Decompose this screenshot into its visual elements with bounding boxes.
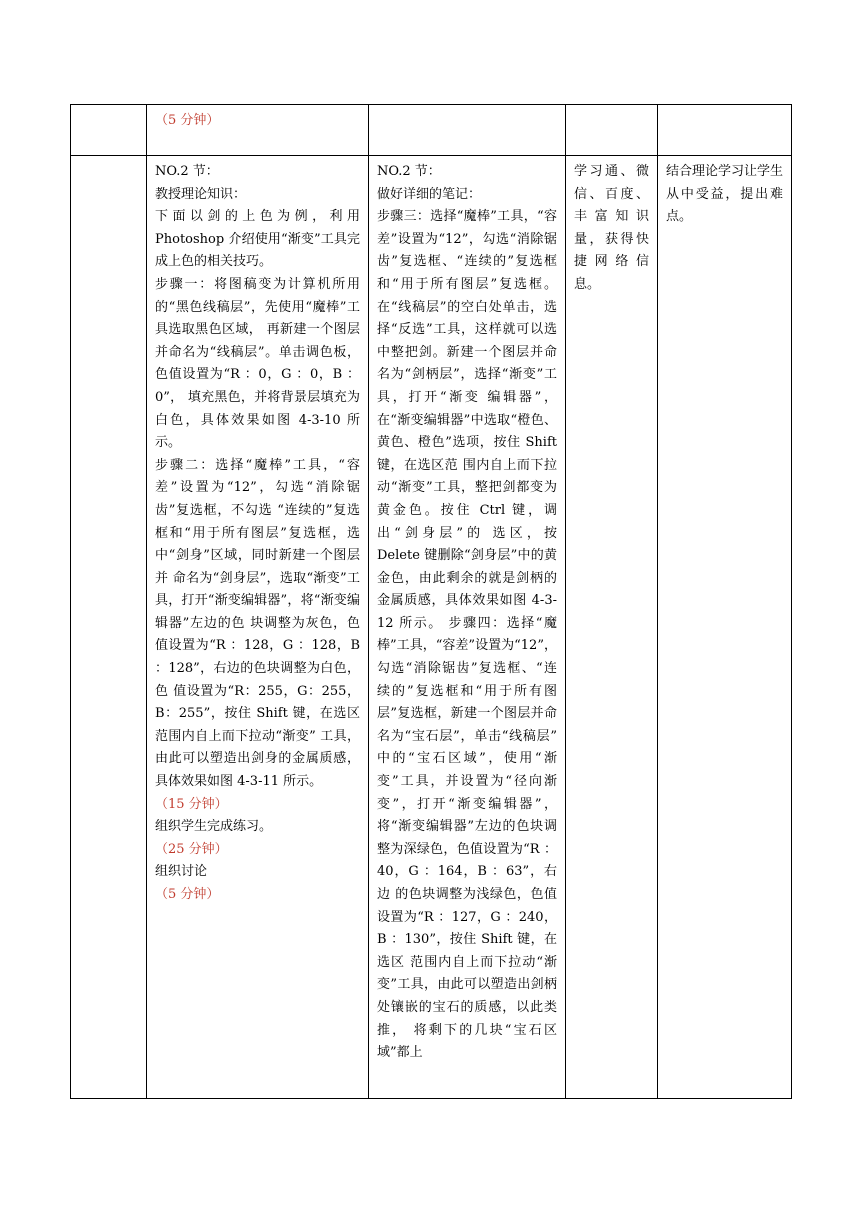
resources-text: 学习通、微信、百度、丰富知识量，获得快捷网络信息。 bbox=[574, 164, 649, 292]
cell-student-activity bbox=[369, 156, 566, 1099]
teacher-step-2: 步骤二：选择“魔棒”工具，“容差”设置为“12”，勾选“消除锯齿”复选框，不勾选 “连续的”复选框和“用于所有图层”复选框，选中“剑身”区域，同时新建一个图层并 命名为“剑身层”，选取“渐变”工具，打开“渐变编辑器”，将“渐变编辑器”左边的色 块调整为灰色，色值设置为“R ：128，G ：128，B ：128”，右边的色块调整为白色，色 值设置为“R：255，G：255，B：255”，按住 Shift 键，在选区范围内自上而下拉动“渐变” 工具，由此可以塑造出剑身的金属质感，具体效果如图 4-3-11 所示。 bbox=[155, 457, 360, 790]
time-label-25: （25 分钟） bbox=[155, 841, 228, 857]
cell-design-intent bbox=[658, 156, 792, 1099]
lesson-plan-table bbox=[70, 104, 792, 1099]
teacher-line: 教授理论知识： bbox=[155, 186, 247, 202]
student-section-heading: NO.2 节： bbox=[377, 164, 441, 179]
teacher-step-1: 步骤一：将图稿变为计算机所用的“黑色线稿层”，先使用“魔棒”工具选取黑色区域， 再新建一个图层并命名为“线稿层”。单击调色板，色值设置为“R ：0，G ：0，B ：0”， 填充黑色，并将背景层填充为白色，具体效果如图 4-3-10 所示。 bbox=[155, 276, 360, 451]
cell-empty-intent-top bbox=[658, 105, 792, 156]
teacher-line: 下面以剑的上色为例，利用 Photoshop 介绍使用“渐变”工具完成上色的相关技巧。 bbox=[155, 209, 360, 270]
time-label-5: （5 分钟） bbox=[155, 887, 220, 902]
student-steps: 步骤三：选择“魔棒”工具，“容差”设置为“12”，勾选“消除锯齿”复选框、“连续的”复选框和“用于所有图层”复选框。在“线稿层”的空白处单击，选择“反选”工具，这样就可以选中整把剑。新建一个图层并命名为“剑柄层”，选择“渐变”工具，打开“渐变 编辑器”，在“渐变编辑器”中选取“橙色、黄色、橙色”选项，按住 Shift 键，在选区范 围内自上而下拉动“渐变”工具，整把剑都变为黄金色。按住 Ctrl 键，调出“剑身层”的 选区，按 Delete 键删除“剑身层”中的黄金色，由此剩余的就是剑柄的金属质感，具体效果如图 4-3-12 所示。 步骤四：选择“魔棒”工具，“容差”设置为“12”， 勾选“消除锯齿”复选框、“连 续的”复选框和“用于所有图层”复选框，新建一个图层并命名为“宝石层”，单击“线稿层” 中的“宝石区域”，使用“渐变”工具，并设置为“径向渐变”，打开“渐变编辑器”，将“渐变编辑器”左边的色块调整为深绿色，色值设置为“R ：40，G ：164，B ：63”，右边 的色块调整为浅绿色，色值设置为“R ：127，G ：240，B ：130”，按住 Shift 键，在选区 范围内自上而下拉动“渐变”工具，由此可以塑造出剑柄处镶嵌的宝石的质感，以此类推， 将剩下的几块“宝石区域”都上 bbox=[377, 209, 557, 1061]
cell-empty-left-main bbox=[71, 156, 147, 1099]
student-line: 做好详细的笔记： bbox=[377, 186, 482, 202]
teacher-activity-discussion: 组织讨论 bbox=[155, 864, 208, 880]
table-row-top bbox=[71, 105, 792, 156]
time-label-15: （15 分钟） bbox=[155, 796, 228, 812]
design-intent-text: 结合理论学习让学生从中受益，提出难点。 bbox=[666, 164, 784, 225]
cell-empty-left bbox=[71, 105, 147, 156]
teacher-activity-practice: 组织学生完成练习。 bbox=[155, 819, 273, 835]
cell-empty-student-top bbox=[369, 105, 566, 156]
cell-resources bbox=[566, 156, 658, 1099]
cell-empty-resources-top bbox=[566, 105, 658, 156]
table-row-main bbox=[71, 156, 792, 1099]
time-label-top: （5 分钟） bbox=[155, 113, 220, 128]
teacher-section-heading: NO.2 节： bbox=[155, 164, 219, 179]
cell-time-top bbox=[147, 105, 369, 156]
cell-teacher-activity bbox=[147, 156, 369, 1099]
